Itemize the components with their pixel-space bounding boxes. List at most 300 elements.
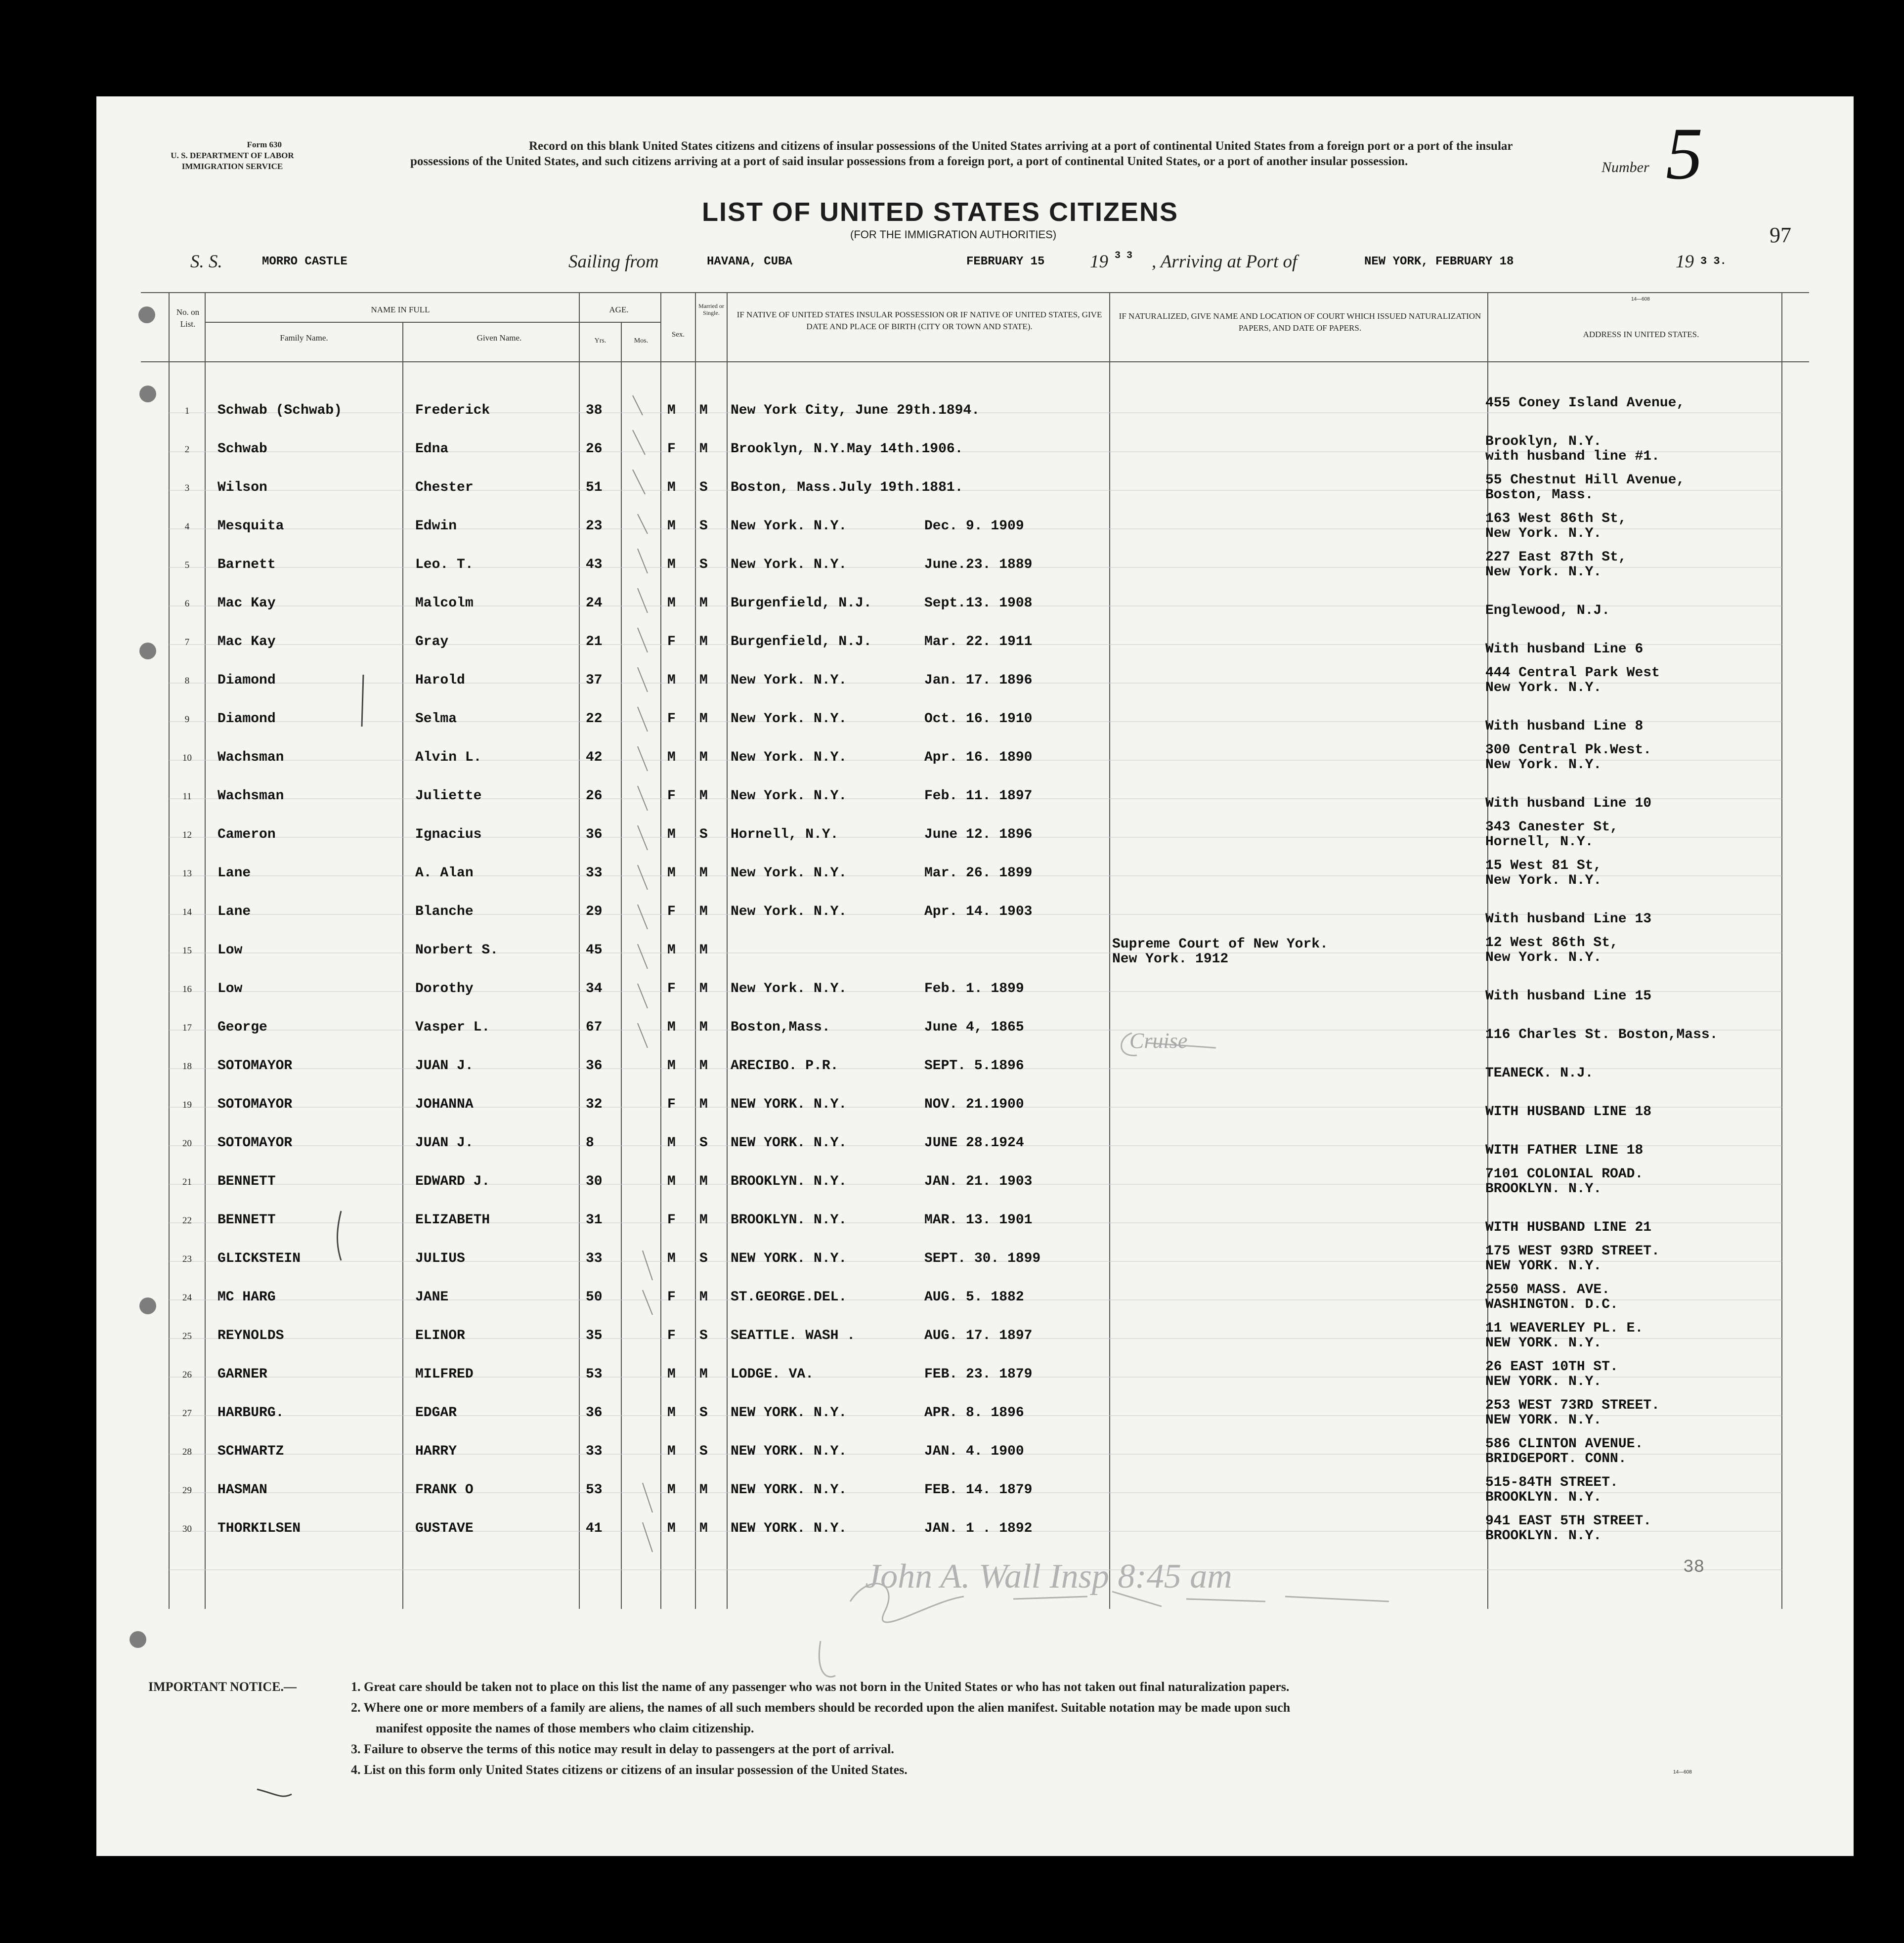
birth-place: Burgenfield, N.J.: [731, 634, 872, 649]
row-number: 13: [182, 868, 192, 879]
address-line: 941 EAST 5TH STREET.: [1485, 1513, 1652, 1529]
sex: M: [667, 943, 676, 958]
row-number: 9: [184, 714, 190, 725]
address-line: with husband line #1.: [1485, 449, 1660, 464]
form-number: Form 630: [247, 140, 282, 149]
col-header-address: ADDRESS IN UNITED STATES.: [1583, 330, 1699, 339]
family-name: GARNER: [217, 1367, 267, 1382]
departure-date: FEBRUARY 15: [966, 255, 1045, 268]
row-number: 4: [184, 521, 190, 532]
notice-item-1: 1. Great care should be taken not to place on this list the name of any passenger who was not born in the United States or who has not taken out final naturalization papers.: [351, 1680, 1290, 1694]
birth-place: New York. N.Y.: [731, 557, 847, 572]
sex: M: [667, 1058, 676, 1074]
birth-date: June 12. 1896: [924, 827, 1033, 842]
notice-item-2-cont: manifest opposite the names of those members who claim citizenship.: [376, 1721, 754, 1735]
age-years: 36: [586, 1405, 603, 1421]
marital-status: M: [699, 403, 708, 418]
print-code: 14—608: [1631, 297, 1650, 302]
binder-hole: [139, 643, 156, 659]
family-name: Diamond: [217, 711, 276, 727]
given-name: A. Alan: [415, 865, 474, 881]
sex: M: [667, 480, 676, 495]
notice-item-4: 4. List on this form only United States citizens or citizens of an insular possession of the United States.: [351, 1763, 908, 1777]
sex: F: [667, 1212, 676, 1228]
birth-date: SEPT. 5.1896: [924, 1058, 1024, 1074]
row-number: 1: [184, 406, 190, 416]
birth-date: AUG. 5. 1882: [924, 1290, 1024, 1305]
birth-date: June 4, 1865: [924, 1020, 1024, 1035]
given-name: MILFRED: [415, 1367, 474, 1382]
col-header-given-name: Given Name.: [476, 333, 522, 343]
sex: F: [667, 634, 676, 649]
marital-status: M: [699, 1058, 708, 1074]
given-name: Ignacius: [415, 827, 482, 842]
marital-status: M: [699, 981, 708, 996]
family-name: BENNETT: [217, 1174, 276, 1189]
age-years: 53: [586, 1482, 603, 1498]
notice-label: IMPORTANT NOTICE.—: [148, 1680, 297, 1694]
address-line: 444 Central Park West: [1485, 665, 1660, 681]
sex: M: [667, 1521, 676, 1536]
family-name: Lane: [217, 904, 251, 919]
address-line: Hornell, N.Y.: [1485, 834, 1594, 850]
birth-date: AUG. 17. 1897: [924, 1328, 1033, 1343]
col-header-married-single: Married or Single.: [698, 302, 724, 316]
sex: M: [667, 1251, 676, 1266]
marital-status: M: [699, 904, 708, 919]
family-name: Cameron: [217, 827, 276, 842]
sex: M: [667, 673, 676, 688]
family-name: Low: [217, 981, 243, 996]
family-name: Mac Kay: [217, 634, 276, 649]
binder-hole: [139, 386, 156, 402]
row-number: 27: [182, 1408, 192, 1419]
family-name: Wachsman: [217, 750, 284, 765]
address-line: With husband Line 10: [1485, 796, 1652, 811]
address-line: 586 CLINTON AVENUE.: [1485, 1436, 1644, 1452]
birth-date: Oct. 16. 1910: [924, 711, 1033, 727]
sex: F: [667, 441, 676, 457]
age-years: 31: [586, 1212, 603, 1228]
given-name: Norbert S.: [415, 943, 499, 958]
row-number: 6: [184, 599, 190, 609]
row-number: 18: [182, 1061, 192, 1072]
marital-status: M: [699, 596, 708, 611]
address-line: New York. N.Y.: [1485, 526, 1602, 541]
family-name: THORKILSEN: [217, 1521, 301, 1536]
age-years: 33: [586, 1251, 603, 1266]
given-name: EDWARD J.: [415, 1174, 490, 1189]
birth-place: New York. N.Y.: [731, 788, 847, 804]
address-line: 15 West 81 St,: [1485, 858, 1602, 873]
birth-place: New York City, June 29th.1894.: [731, 403, 980, 418]
address-line: New York. N.Y.: [1485, 564, 1602, 580]
given-name: EDGAR: [415, 1405, 457, 1421]
sex: M: [667, 596, 676, 611]
binder-hole: [138, 306, 155, 323]
binder-hole: [130, 1631, 146, 1648]
family-name: Lane: [217, 865, 251, 881]
birth-place: Boston,Mass.: [731, 1020, 830, 1035]
row-number: 30: [182, 1524, 192, 1534]
row-number: 10: [182, 753, 192, 763]
given-name: Alvin L.: [415, 750, 482, 765]
marital-status: M: [699, 1290, 708, 1305]
address-line: BROOKLYN. N.Y.: [1485, 1490, 1602, 1505]
marital-status: S: [699, 1251, 708, 1266]
given-name: JOHANNA: [415, 1097, 474, 1112]
given-name: JULIUS: [415, 1251, 465, 1266]
marital-status: M: [699, 1212, 708, 1228]
marital-status: M: [699, 943, 708, 958]
marital-status: S: [699, 1328, 708, 1343]
number-label: Number: [1601, 159, 1649, 175]
birth-place: ARECIBO. P.R.: [731, 1058, 839, 1074]
age-years: 23: [586, 518, 603, 534]
marital-status: S: [699, 480, 708, 495]
address-line: WASHINGTON. D.C.: [1485, 1297, 1618, 1312]
row-number: 21: [182, 1177, 192, 1187]
notice-item-2: 2. Where one or more members of a family are aliens, the names of all such members should be recorded upon the alien manifest. Suitable notation may be made upon such: [351, 1700, 1291, 1715]
year-prefix: 19: [1090, 252, 1108, 272]
age-years: 35: [586, 1328, 603, 1343]
marital-status: M: [699, 865, 708, 881]
address-line: 116 Charles St. Boston,Mass.: [1485, 1027, 1718, 1042]
address-line: New York. N.Y.: [1485, 680, 1602, 695]
family-name: SOTOMAYOR: [217, 1097, 293, 1112]
departure-year: 3 3: [1115, 250, 1133, 261]
ss-label: S. S.: [190, 252, 222, 272]
sex: M: [667, 403, 676, 418]
marital-status: M: [699, 441, 708, 457]
given-name: JUAN J.: [415, 1135, 474, 1151]
age-years: 26: [586, 441, 603, 457]
row-number: 7: [184, 637, 190, 648]
age-years: 51: [586, 480, 603, 495]
given-name: Malcolm: [415, 596, 474, 611]
age-years: 33: [586, 1444, 603, 1459]
address-line: 163 West 86th St,: [1485, 511, 1627, 526]
address-line: 12 West 86th St,: [1485, 935, 1618, 950]
birth-place: New York. N.Y.: [731, 904, 847, 919]
age-years: 37: [586, 673, 603, 688]
birth-date: MAR. 13. 1901: [924, 1212, 1033, 1228]
address-line: 300 Central Pk.West.: [1485, 742, 1652, 758]
form-subtitle: (FOR THE IMMIGRATION AUTHORITIES): [850, 228, 1057, 241]
list-number-handwritten: 5: [1666, 113, 1703, 195]
naturalization-line: Supreme Court of New York.: [1112, 937, 1328, 952]
sex: F: [667, 788, 676, 804]
sailing-from-label: Sailing from: [568, 252, 659, 272]
family-name: Mesquita: [217, 518, 284, 534]
birth-place: BROOKLYN. N.Y.: [731, 1174, 847, 1189]
birth-date: Apr. 14. 1903: [924, 904, 1033, 919]
family-name: Mac Kay: [217, 596, 276, 611]
birth-date: FEB. 23. 1879: [924, 1367, 1033, 1382]
notice-code: 14—608: [1673, 1770, 1692, 1775]
address-line: 175 WEST 93RD STREET.: [1485, 1244, 1660, 1259]
birth-date: NOV. 21.1900: [924, 1097, 1024, 1112]
address-line: New York. N.Y.: [1485, 757, 1602, 773]
marital-status: S: [699, 1444, 708, 1459]
address-line: WITH HUSBAND LINE 18: [1485, 1104, 1652, 1120]
department-label: U. S. DEPARTMENT OF LABOR: [171, 151, 294, 160]
age-years: 38: [586, 403, 603, 418]
arrival-port-date: NEW YORK, FEBRUARY 18: [1364, 255, 1514, 268]
age-years: 42: [586, 750, 603, 765]
age-years: 30: [586, 1174, 603, 1189]
family-name: SOTOMAYOR: [217, 1135, 293, 1151]
address-line: 2550 MASS. AVE.: [1485, 1282, 1610, 1297]
address-line: WITH FATHER LINE 18: [1485, 1143, 1644, 1158]
birth-date: Mar. 22. 1911: [924, 634, 1033, 649]
birth-place: New York. N.Y.: [731, 518, 847, 534]
departure-port: HAVANA, CUBA: [707, 255, 792, 268]
given-name: ELIZABETH: [415, 1212, 490, 1228]
birth-place: Burgenfield, N.J.: [731, 596, 872, 611]
marital-status: M: [699, 1521, 708, 1536]
col-header-birth: IF NATIVE OF UNITED STATES INSULAR POSSESSION OR IF NATIVE OF UNITED STATES, GIVE DATE AND PLACE OF BIRTH (CITY OR TOWN AND STATE).: [736, 310, 1102, 331]
sex: M: [667, 518, 676, 534]
family-name: MC HARG: [217, 1290, 276, 1305]
age-years: 32: [586, 1097, 603, 1112]
age-years: 33: [586, 865, 603, 881]
birth-place: NEW YORK. N.Y.: [731, 1097, 847, 1112]
arrival-year-prefix: 19: [1676, 252, 1694, 272]
age-years: 53: [586, 1367, 603, 1382]
row-number: 3: [184, 483, 190, 493]
birth-place: NEW YORK. N.Y.: [731, 1444, 847, 1459]
family-name: Diamond: [217, 673, 276, 688]
family-name: Wachsman: [217, 788, 284, 804]
family-name: Low: [217, 943, 243, 958]
birth-date: Apr. 16. 1890: [924, 750, 1033, 765]
birth-date: Feb. 11. 1897: [924, 788, 1033, 804]
given-name: JANE: [415, 1290, 449, 1305]
family-name: REYNOLDS: [217, 1328, 284, 1343]
given-name: Chester: [415, 480, 474, 495]
marital-status: M: [699, 1020, 708, 1035]
sex: M: [667, 1020, 676, 1035]
age-years: 8: [586, 1135, 594, 1151]
notice-item-3: 3. Failure to observe the terms of this notice may result in delay to passengers at the port of arrival.: [351, 1742, 894, 1756]
arrival-year: 3 3.: [1700, 255, 1727, 267]
family-name: SOTOMAYOR: [217, 1058, 293, 1074]
birth-place: New York. N.Y.: [731, 750, 847, 765]
birth-date: Sept.13. 1908: [924, 596, 1033, 611]
row-number: 8: [184, 676, 190, 686]
birth-date: JAN. 4. 1900: [924, 1444, 1024, 1459]
family-name: GLICKSTEIN: [217, 1251, 301, 1266]
birth-date: FEB. 14. 1879: [924, 1482, 1033, 1498]
address-line: BROOKLYN. N.Y.: [1485, 1528, 1602, 1544]
age-years: 36: [586, 827, 603, 842]
given-name: Selma: [415, 711, 457, 727]
age-years: 41: [586, 1521, 603, 1536]
birth-place: NEW YORK. N.Y.: [731, 1482, 847, 1498]
birth-place: New York. N.Y.: [731, 865, 847, 881]
birth-date: JUNE 28.1924: [924, 1135, 1024, 1151]
address-line: New York. N.Y.: [1485, 873, 1602, 888]
address-line: Boston, Mass.: [1485, 487, 1594, 503]
col-header-family-name: Family Name.: [280, 333, 328, 343]
birth-place: New York. N.Y.: [731, 981, 847, 996]
col-header-no: No. on List.: [176, 307, 200, 329]
col-header-age: AGE.: [609, 305, 629, 314]
address-line: 55 Chestnut Hill Avenue,: [1485, 473, 1685, 488]
given-name: Vasper L.: [415, 1020, 490, 1035]
given-name: Edwin: [415, 518, 457, 534]
birth-date: SEPT. 30. 1899: [924, 1251, 1041, 1266]
age-years: 22: [586, 711, 603, 727]
sex: F: [667, 711, 676, 727]
age-years: 29: [586, 904, 603, 919]
family-name: HARBURG.: [217, 1405, 284, 1421]
sex: M: [667, 1444, 676, 1459]
marital-status: M: [699, 634, 708, 649]
marital-status: S: [699, 557, 708, 572]
row-number: 28: [182, 1447, 192, 1457]
birth-place: LODGE. VA.: [731, 1367, 814, 1382]
birth-place: ST.GEORGE.DEL.: [731, 1290, 847, 1305]
row-number: 17: [182, 1023, 192, 1033]
row-number: 11: [182, 791, 192, 802]
family-name: Schwab (Schwab): [217, 403, 343, 418]
given-name: Leo. T.: [415, 557, 474, 572]
row-number: 5: [184, 560, 190, 570]
address-line: Brooklyn, N.Y.: [1485, 434, 1602, 449]
marital-status: M: [699, 1367, 708, 1382]
col-header-yrs: Yrs.: [594, 337, 606, 345]
row-number: 12: [182, 830, 192, 840]
sex: M: [667, 865, 676, 881]
row-number: 25: [182, 1331, 192, 1341]
birth-place: Boston, Mass.July 19th.1881.: [731, 480, 963, 495]
sex: F: [667, 1328, 676, 1343]
row-number: 26: [182, 1370, 192, 1380]
age-years: 24: [586, 596, 603, 611]
row-number: 29: [182, 1485, 192, 1496]
birth-place: NEW YORK. N.Y.: [731, 1135, 847, 1151]
family-name: BENNETT: [217, 1212, 276, 1228]
marital-status: S: [699, 518, 708, 534]
col-header-sex: Sex.: [671, 331, 685, 339]
form-intro: Record on this blank United States citizens and citizens of insular possessions of the United States arriving at a port of continental United States from a foreign port or a port of the insular possessions of the United States, and such citizens arriving at a port of said insular possessions from a foreign port, a port of continental United States, or a port of another insular possession.: [410, 139, 1513, 168]
birth-place: Hornell, N.Y.: [731, 827, 839, 842]
sex: M: [667, 1482, 676, 1498]
row-number: 19: [182, 1100, 192, 1110]
arriving-label: , Arriving at Port of: [1152, 252, 1298, 272]
address-line: NEW YORK. N.Y.: [1485, 1258, 1602, 1274]
given-name: Edna: [415, 441, 449, 457]
address-line: New York. N.Y.: [1485, 950, 1602, 965]
form-title: LIST OF UNITED STATES CITIZENS: [702, 197, 1178, 227]
address-line: NEW YORK. N.Y.: [1485, 1413, 1602, 1428]
address-line: Englewood, N.J.: [1485, 603, 1610, 618]
marital-status: S: [699, 1405, 708, 1421]
address-line: 515-84TH STREET.: [1485, 1475, 1618, 1490]
birth-date: JAN. 1 . 1892: [924, 1521, 1033, 1536]
marital-status: S: [699, 827, 708, 842]
cruise-note: Cruise: [1129, 1029, 1188, 1053]
naturalization-line: New York. 1912: [1112, 951, 1229, 967]
family-name: SCHWARTZ: [217, 1444, 284, 1459]
row-number: 16: [182, 984, 192, 994]
page-number: 97: [1770, 223, 1791, 247]
birth-date: Mar. 26. 1899: [924, 865, 1033, 881]
sex: M: [667, 1135, 676, 1151]
address-line: With husband Line 8: [1485, 719, 1644, 734]
binder-hole: [139, 1297, 156, 1314]
col-header-name-in-full: NAME IN FULL: [371, 305, 430, 314]
address-line: 227 East 87th St,: [1485, 550, 1627, 565]
marital-status: M: [699, 788, 708, 804]
sex: M: [667, 827, 676, 842]
family-name: Barnett: [217, 557, 276, 572]
row-number: 23: [182, 1254, 192, 1264]
address-line: 253 WEST 73RD STREET.: [1485, 1398, 1660, 1413]
birth-place: BROOKLYN. N.Y.: [731, 1212, 847, 1228]
given-name: Gray: [415, 634, 449, 649]
sex: M: [667, 1367, 676, 1382]
family-name: HASMAN: [217, 1482, 267, 1498]
birth-date: Dec. 9. 1909: [924, 518, 1024, 534]
birth-place: NEW YORK. N.Y.: [731, 1251, 847, 1266]
sex: M: [667, 750, 676, 765]
sex: F: [667, 1290, 676, 1305]
given-name: Harold: [415, 673, 465, 688]
address-line: BRIDGEPORT. CONN.: [1485, 1451, 1627, 1467]
marital-status: M: [699, 711, 708, 727]
age-years: 21: [586, 634, 603, 649]
given-name: GUSTAVE: [415, 1521, 474, 1536]
address-line: With husband Line 6: [1485, 642, 1644, 657]
marital-status: M: [699, 673, 708, 688]
age-years: 36: [586, 1058, 603, 1074]
birth-place: NEW YORK. N.Y.: [731, 1405, 847, 1421]
given-name: Blanche: [415, 904, 474, 919]
given-name: FRANK O: [415, 1482, 474, 1498]
ship-name: MORRO CASTLE: [262, 255, 347, 268]
sex: M: [667, 557, 676, 572]
age-years: 45: [586, 943, 603, 958]
age-years: 50: [586, 1290, 603, 1305]
row-number: 24: [182, 1293, 192, 1303]
given-name: Dorothy: [415, 981, 474, 996]
birth-date: Jan. 17. 1896: [924, 673, 1033, 688]
address-line: NEW YORK. N.Y.: [1485, 1374, 1602, 1389]
birth-place: Brooklyn, N.Y.May 14th.1906.: [731, 441, 963, 457]
sex: M: [667, 1174, 676, 1189]
row-number: 15: [182, 946, 192, 956]
marital-status: M: [699, 750, 708, 765]
address-line: 11 WEAVERLEY PL. E.: [1485, 1321, 1644, 1336]
address-line: 7101 COLONIAL ROAD.: [1485, 1166, 1644, 1182]
address-line: TEANECK. N.J.: [1485, 1066, 1594, 1081]
address-line: BROOKLYN. N.Y.: [1485, 1181, 1602, 1197]
given-name: HARRY: [415, 1444, 457, 1459]
row-number: 2: [184, 444, 190, 455]
birth-date: APR. 8. 1896: [924, 1405, 1024, 1421]
address-line: With husband Line 15: [1485, 989, 1652, 1004]
birth-place: New York. N.Y.: [731, 711, 847, 727]
address-line: 26 EAST 10TH ST.: [1485, 1359, 1618, 1375]
birth-place: NEW YORK. N.Y.: [731, 1521, 847, 1536]
inspector-signature: John A. Wall Insp 8:45 am: [865, 1557, 1232, 1596]
marital-status: S: [699, 1135, 708, 1151]
family-name: Wilson: [217, 480, 267, 495]
sex: M: [667, 1405, 676, 1421]
